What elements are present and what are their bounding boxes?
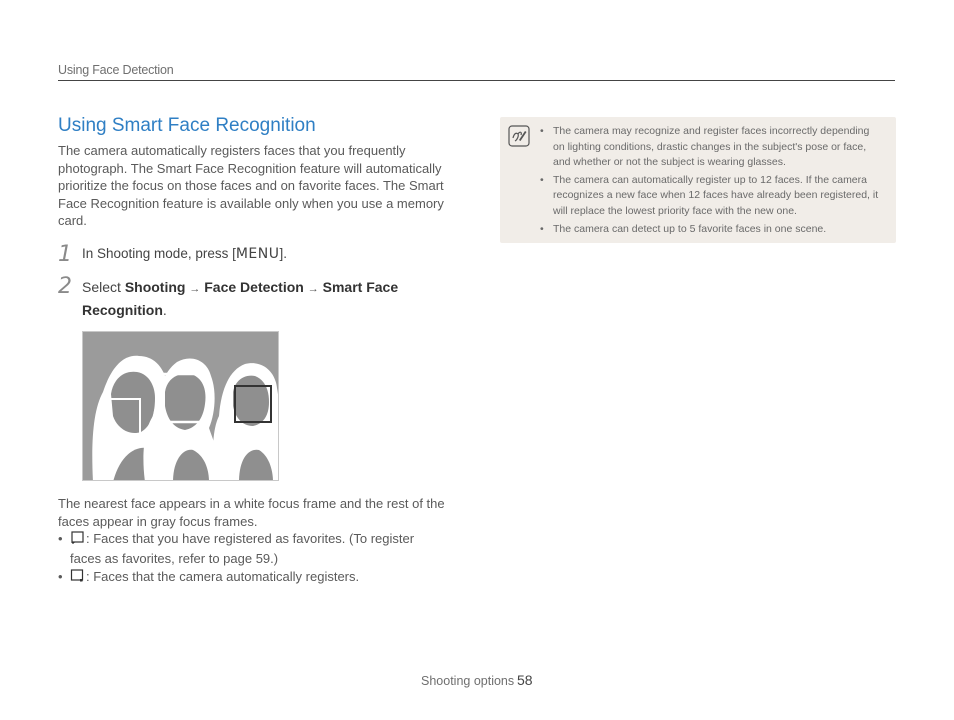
- step-1-text: [82, 246, 287, 262]
- intro-paragraph: The camera automatically registers faces that you frequently photograph. The Smart Face Recognition feature will automatically prioritize the focus on those faces and on favorite faces. The Smart Face Recognition feature is available only when you use a memory card.: [58, 143, 444, 229]
- step-2-number: 2: [58, 274, 72, 299]
- note-item-text: The camera can detect up to 5 favorite faces in one scene.: [553, 222, 827, 235]
- favorite-face-frame-icon: [70, 531, 85, 550]
- note-item: [540, 173, 880, 220]
- registered-faces-bullet: [58, 568, 438, 588]
- menu-path-smart-face-recognition: Smart Face Recognition: [82, 279, 399, 318]
- bullet-dot: •: [540, 222, 544, 235]
- step-1-text-before: In Shooting mode, press [: [82, 246, 236, 261]
- footer-section-label: Shooting options: [421, 674, 515, 688]
- page-number: 58: [517, 672, 533, 688]
- face-recognition-illustration: [82, 331, 279, 481]
- note-list: [540, 124, 880, 239]
- step-1-number: 1: [58, 242, 72, 267]
- breadcrumb: Using Face Detection: [58, 63, 174, 77]
- bullet-dot: •: [58, 569, 63, 584]
- faces-silhouette-image: [83, 332, 279, 481]
- note-item: [540, 124, 880, 171]
- bullet-dot: •: [540, 125, 544, 137]
- step-1-text-after: ].: [279, 246, 288, 261]
- after-illustration-text: The nearest face appears in a white focus frame and the rest of the faces appear in gray focus frames.: [58, 496, 445, 529]
- bullet-dot: •: [540, 173, 544, 186]
- note-pencil-icon: [508, 125, 530, 152]
- favorite-faces-bullet: [58, 530, 438, 567]
- note-item-text: The camera can automatically register up to 12 faces. If the camera recognizes a new face when 12 faces have already been registered, it will replace the lowest priority face with the new one.: [553, 173, 879, 217]
- step-2-text: [82, 277, 442, 321]
- menu-key-label: MENU: [235, 246, 280, 262]
- menu-path-arrow-icon: →: [307, 283, 319, 295]
- header-divider: [58, 80, 895, 81]
- menu-path-face-detection: Face Detection: [204, 279, 304, 295]
- menu-path-arrow-icon: →: [189, 283, 201, 295]
- section-title: Using Smart Face Recognition: [58, 115, 316, 136]
- step-2-period: .: [162, 302, 167, 318]
- menu-path-shooting: Shooting: [124, 279, 186, 295]
- note-item-text: The camera may recognize and register faces incorrectly depending on lighting conditions, drastic changes in the subject's pose or face, and whether or not the subject is wearing glasses.: [553, 125, 870, 169]
- registered-faces-text: : Faces that the camera automatically registers.: [86, 569, 360, 584]
- note-item: [540, 222, 880, 238]
- bullet-dot: •: [58, 531, 63, 546]
- favorite-faces-text: : Faces that you have registered as favorites. (To register faces as favorites, refer to page 59.): [70, 531, 415, 566]
- registered-face-frame-icon: [70, 569, 85, 588]
- step-2-select: Select: [82, 279, 121, 295]
